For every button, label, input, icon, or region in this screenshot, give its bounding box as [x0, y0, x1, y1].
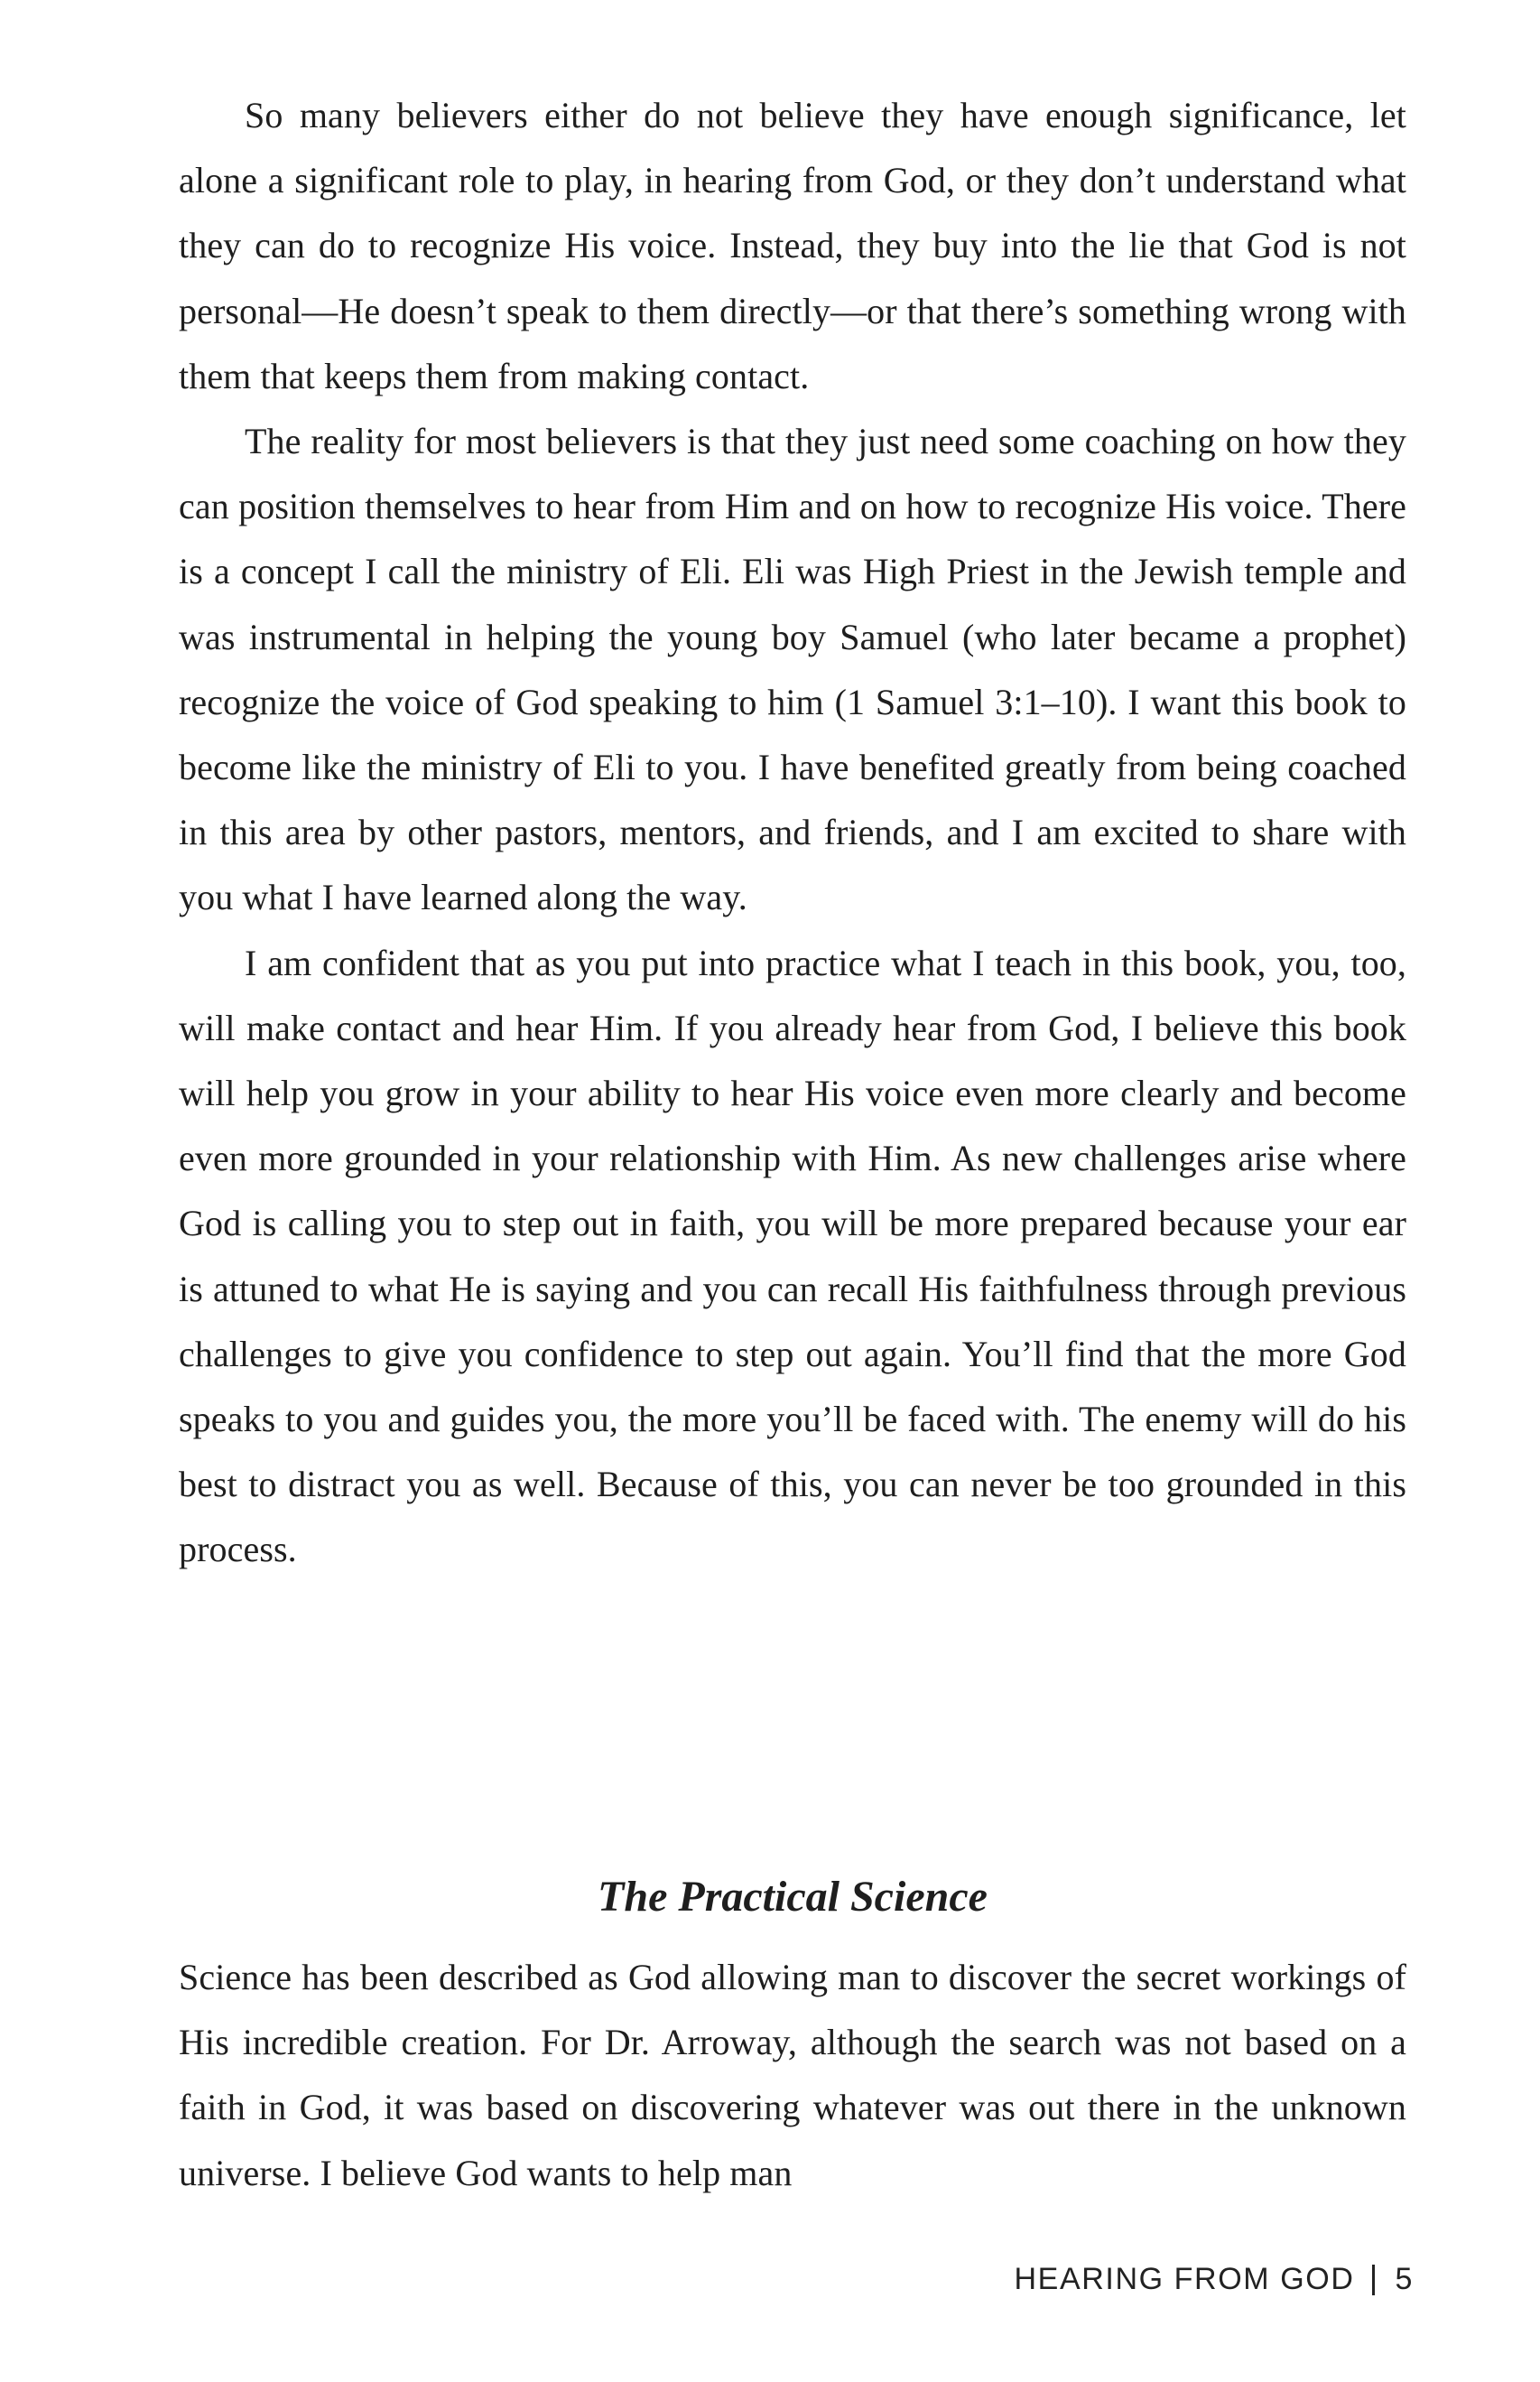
page-number: 5	[1395, 2262, 1414, 2296]
paragraph-confident: I am confident that as you put into practice what I teach in this book, you, too, will make contact and hear Him. If you already hear from God, I believe this book will help you grow in your ability to hear His voice even more clearly and become even more grounded in your relationship with Him. As new challenges arise where God is calling you to step out in faith, you will be more prepared because your ear is attuned to what He is saying and you can recall His faithfulness through previous challenges to give you confidence to step out again. You’ll find that the more God speaks to you and guides you, the more you’ll be faced with. The enemy will do his best to distract you as well. Because of this, you can never be too grounded in this process.	[179, 942, 1406, 1570]
paragraph-science: Science has been described as God allowing man to discover the secret workings of His incredible creation. For Dr. Arroway, although the search was not based on a faith in God, it was based on discovering whatever was out there in the unknown universe. I believe God wants to help man	[179, 1957, 1406, 2193]
section-body	[179, 1945, 1406, 2206]
section-heading: The Practical Science	[598, 1873, 988, 1921]
paragraph-ministry-of-eli: The reality for most believers is that they just need some coaching on how they can position themselves to hear from Him and on how to recognize His voice. There is a concept I call the ministry of Eli. Eli was High Priest in the Jewish temple and was instrumental in helping the young boy Samuel (who later became a prophet) recognize the voice of God speaking to him (1 Samuel 3:1–10). I want this book to become like the ministry of Eli to you. I have benefited greatly from being coached in this area by other pastors, mentors, and friends, and I am excited to share with you what I have learned along the way.	[179, 421, 1406, 918]
footer-book-title: HEARING FROM GOD	[1014, 2262, 1355, 2296]
body-text	[179, 83, 1406, 1583]
paragraph-significance: So many believers either do not believe they have enough significance, let alone a significant role to play, in hearing from God, or they don’t understand what they can do to recognize His voice. Instead, they buy into the lie that God is not personal—He doesn’t speak to them directly—or that there’s something wrong with them that keeps them from making contact.	[179, 95, 1406, 396]
running-footer	[1015, 2262, 1414, 2297]
footer-divider	[1372, 2265, 1375, 2295]
